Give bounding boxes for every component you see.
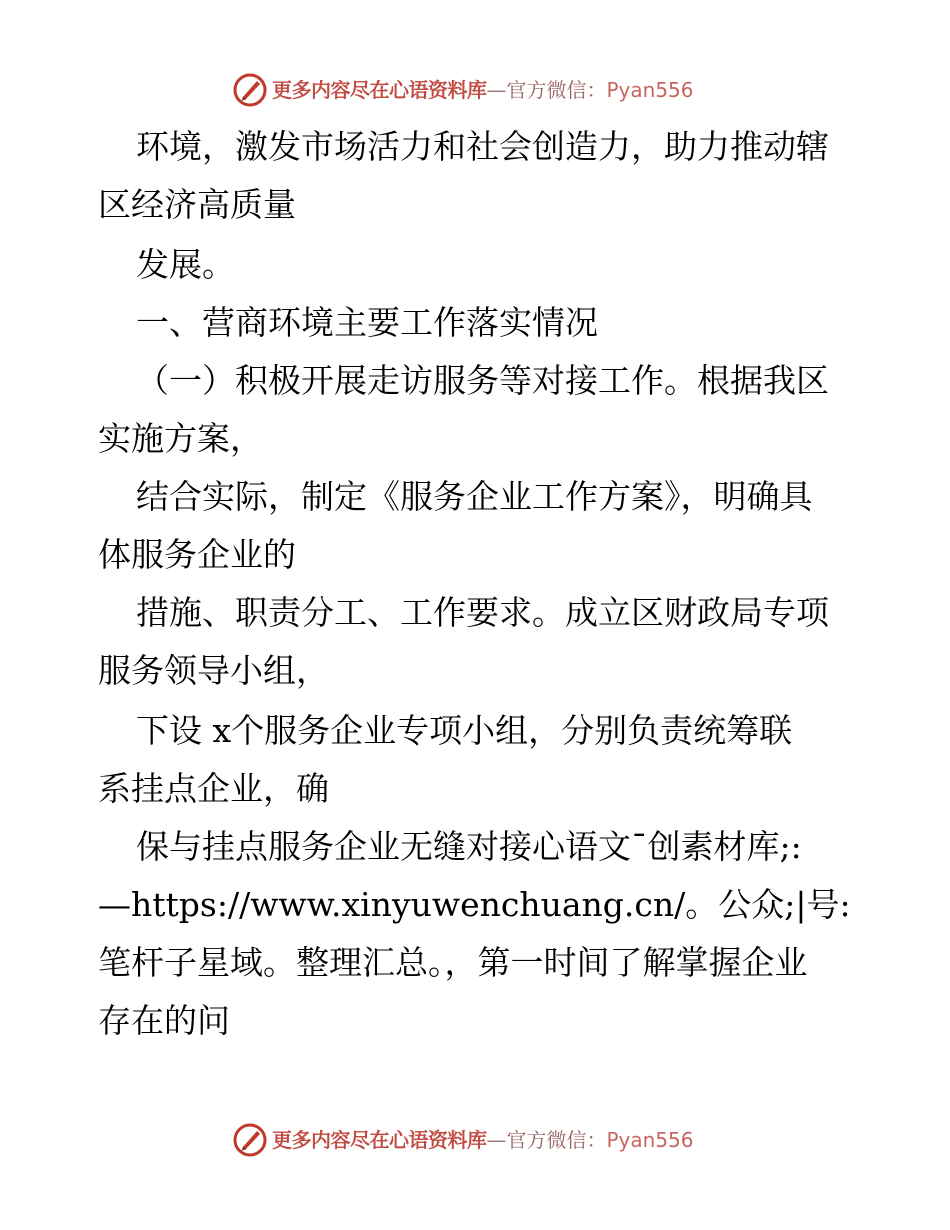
section-heading: 一、营商环境主要工作落实情况 xyxy=(136,303,598,342)
banner-dash: — xyxy=(486,78,507,102)
text-line: 实施方案， xyxy=(98,419,263,458)
text-line: 存在的问 xyxy=(98,1001,230,1040)
banner-wechat-label: 官方微信： xyxy=(506,1128,607,1152)
text-line: —https://www.xinyuwenchuang.cn/。公众;|号: xyxy=(98,885,851,924)
text-line: 环境，激发市场活力和社会创造力，助力推动辖 xyxy=(136,127,829,166)
text-line: （一）积极开展走访服务等对接工作。根据我区 xyxy=(136,361,829,400)
logo-quill-icon xyxy=(233,73,267,107)
banner-text xyxy=(272,70,694,110)
banner-text xyxy=(272,1120,694,1160)
banner-wechat-id: Pyan556 xyxy=(606,1128,694,1152)
text-line: 结合实际，制定《服务企业工作方案》，明确具 xyxy=(136,477,813,516)
text-line: 系挂点企业，确 xyxy=(98,769,329,808)
header-banner xyxy=(0,70,950,110)
banner-wechat-id: Pyan556 xyxy=(606,78,694,102)
text-line: 发展。 xyxy=(136,245,235,284)
banner-dash: — xyxy=(486,1128,507,1152)
text-line: 笔杆子星域。整理汇总。，第一时间了解掌握企业 xyxy=(98,943,808,982)
text-line: 措施、职责分工、工作要求。成立区财政局专项 xyxy=(136,593,829,632)
banner-site: 更多内容尽在心语资料库 xyxy=(272,78,487,102)
banner-site: 更多内容尽在心语资料库 xyxy=(272,1128,487,1152)
logo-quill-icon xyxy=(233,1123,267,1157)
text-line: 保与挂点服务企业无缝对接心语文¯创素材库;: xyxy=(136,827,802,866)
text-line: 体服务企业的 xyxy=(98,535,296,574)
text-line: 下设 x个服务企业专项小组，分别负责统筹联 xyxy=(136,711,793,750)
text-line: 服务领导小组， xyxy=(98,651,329,690)
text-line: 区经济高质量 xyxy=(98,185,296,224)
banner-wechat-label: 官方微信： xyxy=(506,78,607,102)
footer-banner xyxy=(0,1120,950,1160)
